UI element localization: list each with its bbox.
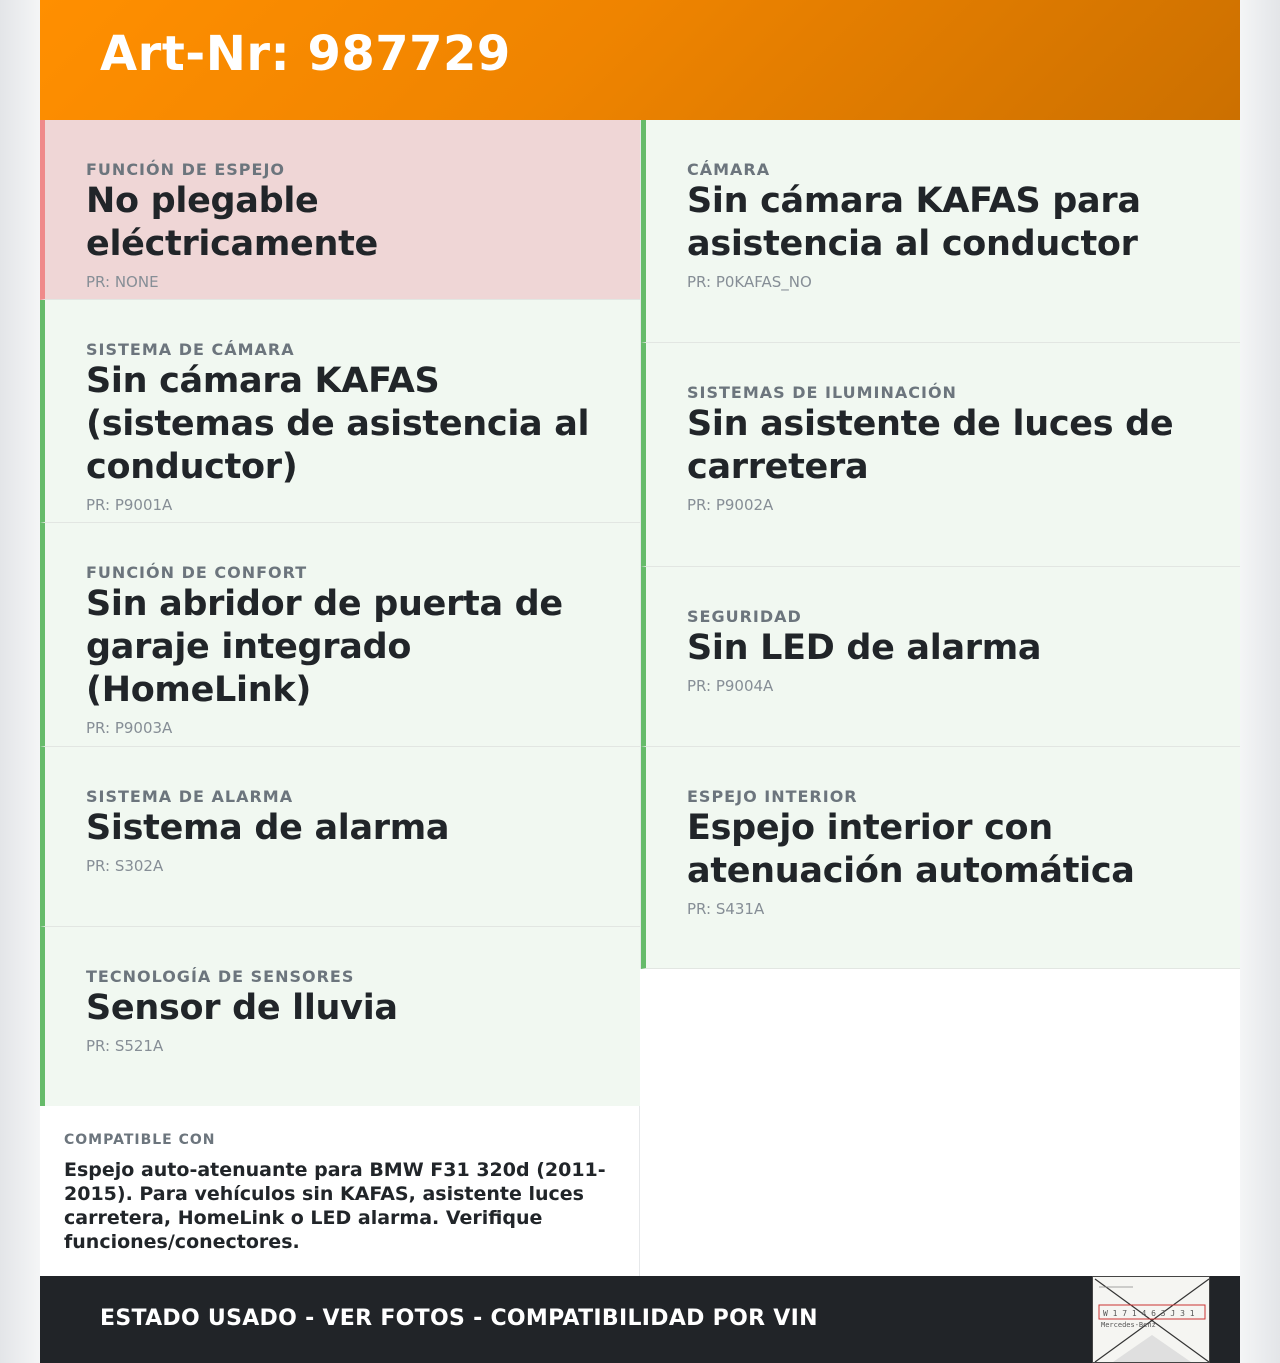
right-column bbox=[640, 120, 1240, 969]
left-column bbox=[40, 120, 640, 1107]
stamp-vin-text: W 1 7 1 4 6 3 J 3 1 bbox=[1103, 1309, 1195, 1318]
feature-card-mirror-function bbox=[40, 120, 640, 300]
feature-pr-code: PR: S431A bbox=[687, 900, 765, 918]
feature-label: SISTEMA DE CÁMARA bbox=[86, 340, 295, 359]
feature-pr-code: PR: P9002A bbox=[687, 496, 774, 514]
feature-value: Sin LED de alarma bbox=[687, 628, 1042, 668]
product-sheet bbox=[40, 0, 1240, 1363]
feature-value: Sin abridor de puerta de garaje integrado (HomeLink) bbox=[86, 584, 563, 710]
feature-pr-code: PR: S302A bbox=[86, 857, 164, 875]
feature-pr-code: PR: P9001A bbox=[86, 496, 173, 514]
feature-pr-code: PR: P0KAFAS_NO bbox=[687, 273, 812, 291]
feature-label: FUNCIÓN DE ESPEJO bbox=[86, 160, 286, 179]
feature-value: Sistema de alarma bbox=[86, 808, 450, 848]
feature-card-security bbox=[641, 567, 1240, 747]
feature-card-lighting-systems bbox=[641, 343, 1240, 567]
feature-card-camera-system bbox=[40, 300, 640, 523]
feature-value: Sin asistente de luces de carretera bbox=[687, 404, 1174, 487]
feature-pr-code: PR: P9003A bbox=[86, 719, 173, 737]
feature-value: Sin cámara KAFAS para asistencia al conductor bbox=[687, 181, 1141, 264]
footer-bar bbox=[40, 1276, 1240, 1363]
feature-pr-code: PR: NONE bbox=[86, 273, 159, 291]
feature-label: FUNCIÓN DE CONFORT bbox=[86, 563, 308, 582]
header-banner bbox=[40, 0, 1240, 120]
compatibility-label: COMPATIBLE CON bbox=[64, 1132, 216, 1148]
feature-value: Sensor de lluvia bbox=[86, 988, 398, 1028]
document-thumbnail-image bbox=[1093, 1277, 1210, 1363]
feature-card-interior-mirror bbox=[641, 747, 1240, 969]
feature-label: SEGURIDAD bbox=[687, 607, 802, 626]
feature-pr-code: PR: S521A bbox=[86, 1037, 164, 1055]
feature-label: TECNOLOGÍA DE SENSORES bbox=[86, 967, 355, 986]
vehicle-document-thumbnail bbox=[1092, 1276, 1210, 1363]
feature-card-sensor-technology bbox=[40, 927, 640, 1107]
feature-value: Sin cámara KAFAS (sistemas de asistencia al conductor) bbox=[86, 361, 590, 487]
feature-card-camera bbox=[641, 120, 1240, 343]
footer-status-text: ESTADO USADO - VER FOTOS - COMPATIBILIDAD POR VIN bbox=[100, 1306, 818, 1331]
feature-label: ESPEJO INTERIOR bbox=[687, 787, 858, 806]
stamp-brand-text: Mercedes-Benz bbox=[1101, 1321, 1156, 1329]
feature-label: SISTEMA DE ALARMA bbox=[86, 787, 294, 806]
feature-card-alarm-system bbox=[40, 747, 640, 927]
feature-value: No plegable eléctricamente bbox=[86, 181, 378, 264]
compatibility-text: Espejo auto-atenuante para BMW F31 320d (2011-2015). Para vehículos sin KAFAS, asistente luces carretera, HomeLink o LED alarma. Verifique funciones/conectores. bbox=[64, 1159, 606, 1253]
feature-label: CÁMARA bbox=[687, 160, 771, 179]
feature-label: SISTEMAS DE ILUMINACIÓN bbox=[687, 383, 957, 402]
article-number-title: Art-Nr: 987729 bbox=[100, 26, 511, 82]
feature-card-comfort-function bbox=[40, 523, 640, 747]
feature-value: Espejo interior con atenuación automática bbox=[687, 808, 1135, 891]
compatibility-section bbox=[40, 1106, 640, 1276]
feature-pr-code: PR: P9004A bbox=[687, 677, 774, 695]
